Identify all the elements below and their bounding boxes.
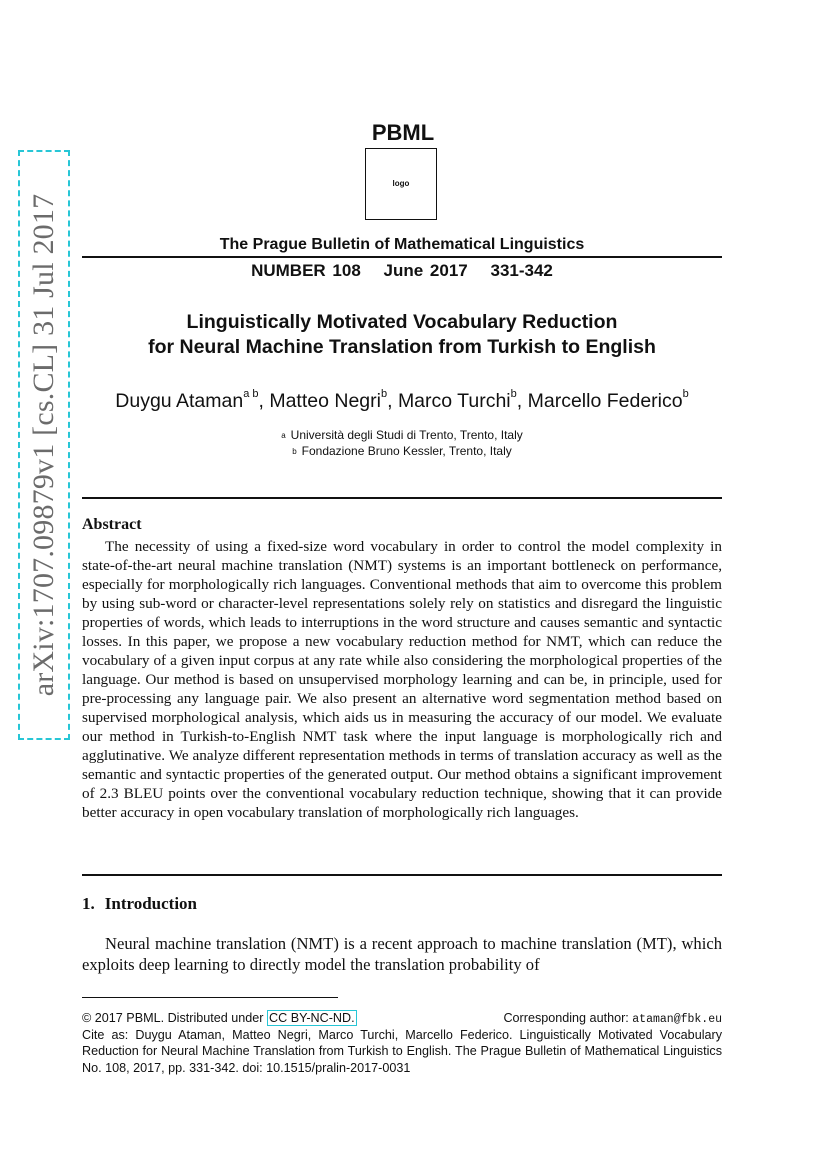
journal-acronym: PBML [371, 120, 435, 145]
section-heading [82, 894, 197, 914]
journal-name: The Prague Bulletin of Mathematical Linguistics [219, 236, 585, 253]
author-name: Matteo Negri [269, 390, 381, 412]
affiliation-item [82, 444, 722, 460]
affiliation-item [82, 428, 722, 444]
affiliation-text: Università degli Studi di Trento, Trento, Italy [290, 428, 523, 442]
author-name: Duygu Ataman [115, 390, 244, 412]
abstract-top-rule [82, 497, 722, 499]
author-affiliation-mark: b [682, 388, 689, 400]
journal-logo [365, 148, 437, 220]
section-number: 1. [82, 894, 95, 913]
affiliation-mark: b [292, 446, 297, 456]
issue-date: June 2017 [383, 261, 468, 280]
header-rule [82, 256, 722, 258]
abstract-text: The necessity of using a fixed-size word vocabulary in order to control the model complexity in state-of-the-art neural machine translation (NMT) systems is an important bottleneck on performance, especially for morphologically rich languages. Conventional methods that aim to overcome this problem by using sub-word or character-level representations solely rely on statistics and disregard the linguistic properties of words, which leads to interruptions in the word structure and causes semantic and syntactic losses. In this paper, we propose a new vocabulary reduction method for NMT, which can reduce the vocabulary of a given input corpus at any rate while also considering the morphological properties of the language. Our method is based on unsupervised morphology learning and can be, in principle, used for pre-processing any language pair. We also present an alternative word segmentation method based on supervised morphological analysis, which aids us in measuring the accuracy of our model. We evaluate our method in Turkish-to-English NMT task where the input language is morphologically rich and agglutinative. We analyze different representation methods in terms of translation accuracy as well as the semantic and syntactic properties of the generated output. Our method obtains a significant improvement of 2.3 BLEU points over the conventional vocabulary reduction technique, showing that it can provide better accuracy in open vocabulary translation of morphologically rich languages. [82, 538, 722, 821]
abstract-heading: Abstract [82, 516, 142, 533]
license-link[interactable]: CC BY-NC-ND. [269, 1011, 355, 1025]
affiliation-text: Fondazione Bruno Kessler, Trento, Italy [301, 443, 512, 458]
issue-line [82, 261, 722, 281]
issue-number: NUMBER 108 [251, 261, 361, 280]
copyright-text: © 2017 PBML. Distributed under [82, 1011, 264, 1025]
paper-title [82, 310, 722, 360]
issue-pages: 331-342 [490, 261, 553, 280]
footnote-license-line [82, 1010, 722, 1027]
introduction-text: Neural machine translation (NMT) is a recent approach to machine translation (MT), which exploits deep learning to directly model the translation probability of [82, 934, 722, 974]
citation-text: Cite as: Duygu Ataman, Matteo Negri, Marco Turchi, Marcello Federico. Linguistically Motivated Vocabulary Reduction for Neural Machine Translation from Turkish to English. The Prague Bulletin of Mathematical Linguistics No. 108, 2017, pp. 331-342. doi: 10.1515/pralin-2017-0031 [82, 1027, 722, 1075]
logo-placeholder: logo [392, 179, 410, 188]
author-name: Marcello Federico [527, 390, 683, 412]
affiliations [82, 428, 722, 459]
author-email[interactable]: ataman@fbk.eu [632, 1013, 722, 1026]
footnote [82, 1010, 722, 1076]
arxiv-identifier: arXiv:1707.09879v1 [cs.CL] 31 Jul 2017 [27, 193, 60, 697]
author-list: Duygu Ataman$^{a b}$, Matteo Negri$^b$, Marco Turchi$^b$, Marcello Federico$^b$ [115, 388, 689, 412]
author-affiliation-mark: b [510, 388, 517, 400]
author-name: Marco Turchi [397, 390, 511, 412]
author-affiliation-mark: b [380, 388, 388, 400]
section-title: Introduction [104, 894, 198, 913]
title-line-1: Linguistically Motivated Vocabulary Reduction [186, 311, 618, 333]
author-affiliation-mark: a b [243, 388, 259, 400]
affiliation-mark: a [281, 431, 286, 440]
title-line-2: for Neural Machine Translation from Turkish to English [148, 336, 656, 358]
corresponding-author [503, 1010, 722, 1029]
corresponding-label: Corresponding author: [503, 1011, 629, 1025]
arxiv-stamp [18, 150, 70, 740]
abstract-bottom-rule [82, 874, 722, 876]
footnote-rule [82, 997, 338, 998]
